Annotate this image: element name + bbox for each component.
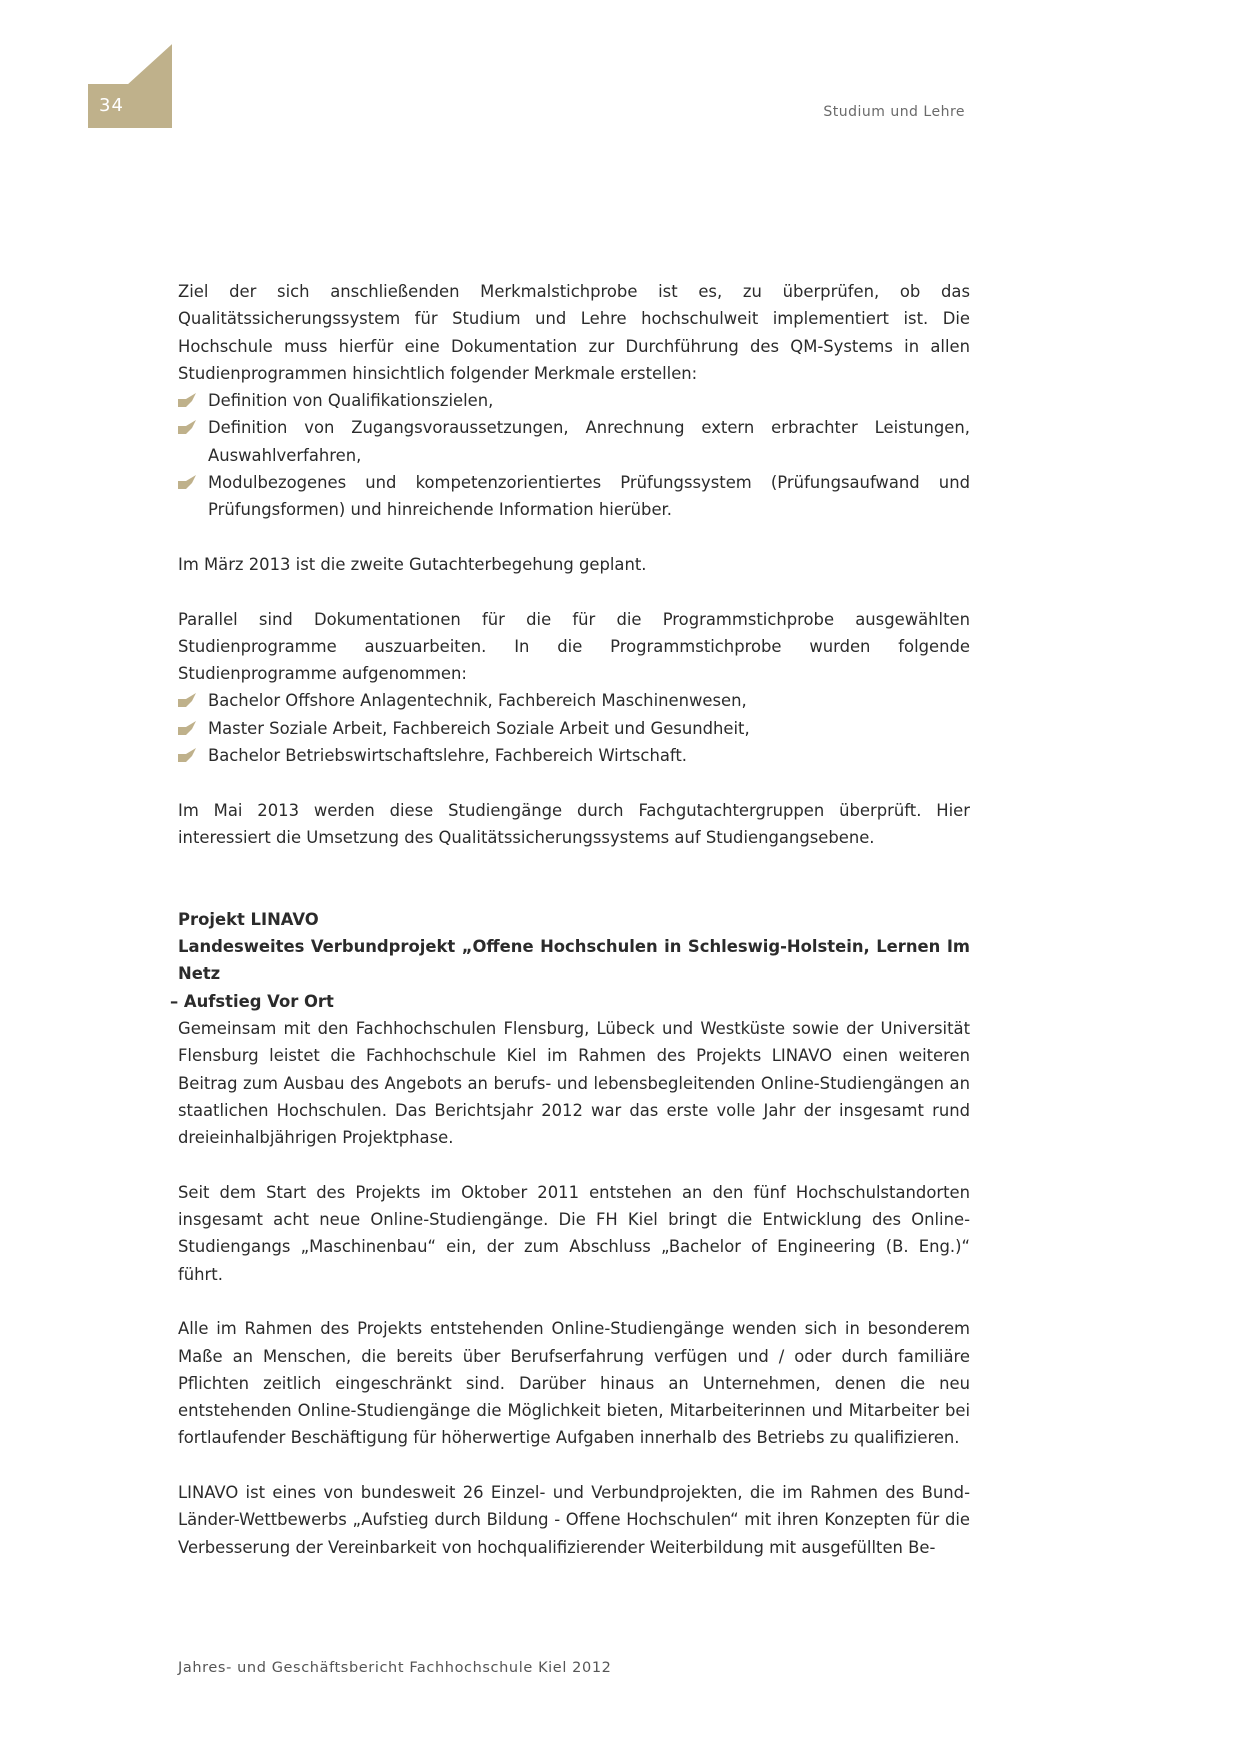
project-title: Projekt LINAVO xyxy=(178,909,319,929)
list-item xyxy=(178,469,970,524)
list-item-text: Bachelor Betriebswirtschaftslehre, Fachbereich Wirtschaft. xyxy=(208,746,687,766)
list-item-text: Definition von Zugangsvoraussetzungen, Anrechnung extern erbrachter Leistungen, Auswahlverfahren, xyxy=(208,418,970,465)
section-label: Studium und Lehre xyxy=(823,104,965,120)
pencil-bullet-icon xyxy=(178,475,198,489)
merkmale-list xyxy=(178,387,970,523)
project-paragraph-3: Alle im Rahmen des Projekts entstehenden Online-Studiengänge wenden sich in besonderem Maße an Menschen, die bereits über Berufserfahrung verfügen und / oder durch familiäre Pflichten zeitlich eingeschränkt sind. Darüber hinaus an Unternehmen, denen die neu entstehenden Online-Studiengänge die Möglichkeit bieten, Mitarbeiterinnen und Mitarbeiter bei fortlaufender Beschäftigung für höherwertige Aufgaben innerhalb des Betriebs zu qualifizieren. xyxy=(178,1319,970,1448)
intro-paragraph: Ziel der sich anschließenden Merkmalstichprobe ist es, zu überprüfen, ob das Qualitätssicherungssystem für Studium und Lehre hochschulweit implementiert ist. Die Hochschule muss hierfür eine Dokumentation zur Durchführung des QM-Systems in allen Studienprogrammen hinsichtlich folgender Merkmale erstellen: xyxy=(178,282,970,383)
list-item xyxy=(178,687,970,714)
parallel-paragraph: Parallel sind Dokumentationen für die für die Programmstichprobe ausgewählten Studienprogramme auszuarbeiten. In die Programmstichprobe wurden folgende Studienprogramme aufgenommen: xyxy=(178,609,970,684)
pencil-bullet-icon xyxy=(178,721,198,735)
project-subtitle-continued: – Aufstieg Vor Ort xyxy=(170,991,334,1011)
project-paragraph-2: Seit dem Start des Projekts im Oktober 2011 entstehen an den fünf Hochschulstandorten insgesamt acht neue Online-Studiengänge. Die FH Kiel bringt die Entwicklung des Online-Studiengangs „Maschinenbau“ ein, der zum Abschluss „Bachelor of Engineering (B. Eng.)“ führt. xyxy=(178,1182,970,1284)
list-item-text: Definition von Qualifikationszielen, xyxy=(208,391,494,411)
list-item xyxy=(178,387,970,414)
list-item xyxy=(178,742,970,769)
project-subtitle: Landesweites Verbundprojekt „Offene Hochschulen in Schleswig-Holstein, Lernen Im Netz xyxy=(178,937,970,984)
page-number: 34 xyxy=(99,95,124,116)
list-item xyxy=(178,715,970,742)
project-paragraph-4: LINAVO ist eines von bundesweit 26 Einzel- und Verbundprojekten, die im Rahmen des Bund-Länder-Wettbewerbs „Aufstieg durch Bildung - Offene Hochschulen“ mit ihren Konzepten für die Verbesserung der Vereinbarkeit von hochqualifizierender Weiterbildung mit ausgefüllten Be- xyxy=(178,1483,970,1557)
pencil-bullet-icon xyxy=(178,693,198,707)
pencil-bullet-icon xyxy=(178,420,198,434)
project-paragraph-1: Gemeinsam mit den Fachhochschulen Flensburg, Lübeck und Westküste sowie der Universität Flensburg leistet die Fachhochschule Kiel im Rahmen des Projekts LINAVO einen weiteren Beitrag zum Ausbau des Angebots an berufs- und lebensbegleitenden Online-Studiengängen an staatlichen Hochschulen. Das Berichtsjahr 2012 war das erste volle Jahr der insgesamt rund dreieinhalbjährigen Projektphase. xyxy=(178,1019,970,1148)
pencil-bullet-icon xyxy=(178,393,198,407)
list-item xyxy=(178,414,970,469)
programme-list xyxy=(178,687,970,769)
pencil-bullet-icon xyxy=(178,748,198,762)
mai-paragraph: Im Mai 2013 werden diese Studiengänge durch Fachgutachtergruppen überprüft. Hier interessiert die Umsetzung des Qualitätssicherungssystems auf Studiengangsebene. xyxy=(178,800,970,847)
list-item-text: Modulbezogenes und kompetenzorientiertes Prüfungssystem (Prüfungsaufwand und Prüfungsformen) und hinreichende Information hierüber. xyxy=(208,473,970,520)
gutachter-paragraph: Im März 2013 ist die zweite Gutachterbegehung geplant. xyxy=(178,554,647,574)
list-item-text: Bachelor Offshore Anlagentechnik, Fachbereich Maschinenwesen, xyxy=(208,691,747,711)
page-footer: Jahres- und Geschäftsbericht Fachhochschule Kiel 2012 xyxy=(178,1660,612,1676)
list-item-text: Master Soziale Arbeit, Fachbereich Soziale Arbeit und Gesundheit, xyxy=(208,718,750,738)
page-content xyxy=(170,278,970,1561)
